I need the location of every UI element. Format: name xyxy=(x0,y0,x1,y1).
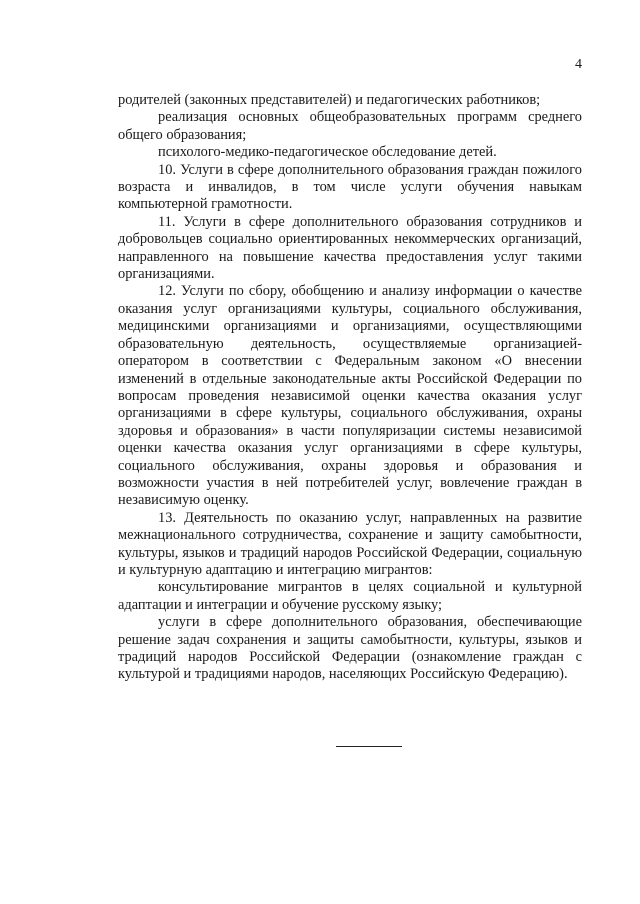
paragraph-item-13: 13. Деятельность по оказанию услуг, направленных на развитие межнационального сотрудничества, сохранение и защиту самобытности, культуры, языков и традиций народов Российской Федерации, социальную и культурную адаптацию и интеграцию мигрантов: xyxy=(118,509,582,578)
paragraph-secondary-education: реализация основных общеобразовательных программ среднего общего образования; xyxy=(118,109,582,143)
paragraph-item-12: 12. Услуги по сбору, обобщению и анализу информации о качестве оказания услуг организациями культуры, социального обслуживания, медицинскими организациями и организациями, осуществляющими образовательную деятельность, осуществляемые организацией-оператором в соответствии с Федеральным законом «О внесении изменений в отдельные законодательные акты Российской Федерации по вопросам проведения независимой оценки качества оказания услуг организациями в сфере культуры, социального обслуживания, охраны здоровья и образования» в части популяризации системы независимой оценки качества оказания услуг организациями в сфере культуры, социального обслуживания, охраны здоровья и образования и возможности участия в ней потребителей услуг, вовлечение граждан в независимую оценку. xyxy=(118,283,582,509)
page-number: 4 xyxy=(575,57,582,72)
document-body xyxy=(118,92,582,684)
paragraph-additional-education-services: услуги в сфере дополнительного образования, обеспечивающие решение задач сохранения и защиты самобытности, культуры, языков и традиций народов Российской Федерации (ознакомление граждан с культурой и традициями народов, населяющих Российскую Федерацию). xyxy=(118,614,582,683)
paragraph-continuation: родителей (законных представителей) и педагогических работников; xyxy=(118,92,541,108)
paragraph-migrant-consulting: консультирование мигрантов в целях социальной и культурной адаптации и интеграции и обучение русскому языку; xyxy=(118,579,582,613)
paragraph-psychological-examination: психолого-медико-педагогическое обследование детей. xyxy=(158,144,497,161)
closing-rule xyxy=(336,746,402,747)
paragraph-item-10: 10. Услуги в сфере дополнительного образования граждан пожилого возраста и инвалидов, в том числе услуги обучения навыкам компьютерной грамотности. xyxy=(118,161,582,213)
paragraph-item-11: 11. Услуги в сфере дополнительного образования сотрудников и добровольцев социально ориентированных некоммерческих организаций, направленного на повышение качества предоставления услуг такими организациями. xyxy=(118,213,582,283)
